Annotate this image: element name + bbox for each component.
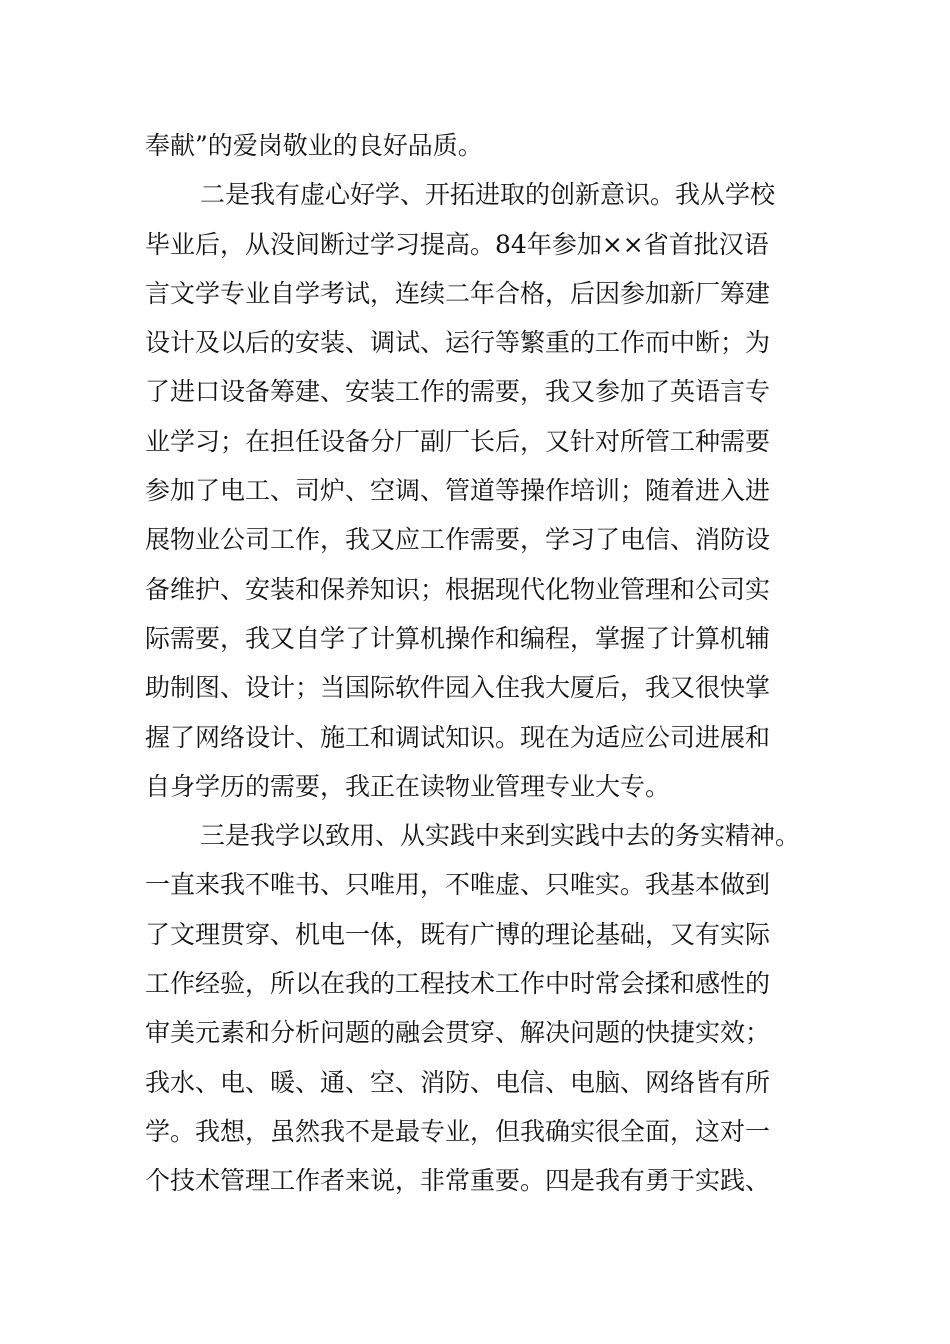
- text-line: 握了网络设计、施工和调试知识。现在为适应公司进展和: [145, 722, 771, 752]
- text-line: 毕业后，从没间断过学习提高。84年参加××省首批汉语: [145, 229, 769, 259]
- text-line: 工作经验，所以在我的工程技术工作中时常会揉和感性的: [145, 969, 771, 999]
- text-line: 展物业公司工作，我又应工作需要，学习了电信、消防设: [145, 525, 771, 555]
- text-line: 备维护、安装和保养知识；根据现代化物业管理和公司实: [145, 574, 771, 604]
- paragraph-first-line: 二是我有虚心好学、开拓进取的创新意识。我从学校: [200, 180, 776, 210]
- text-line: 我水、电、暖、通、空、消防、电信、电脑、网络皆有所: [145, 1067, 771, 1097]
- text-line: 个技术管理工作者来说，非常重要。四是我有勇于实践、: [145, 1166, 771, 1196]
- text-line: 参加了电工、司炉、空调、管道等操作培训；随着进入进: [145, 476, 771, 506]
- text-line: 设计及以后的安装、调试、运行等繁重的工作而中断；为: [145, 328, 771, 358]
- text-line: 奉献”的爱岗敬业的良好品质。: [145, 131, 483, 160]
- text-line: 业学习；在担任设备分厂副厂长后，又针对所管工种需要: [145, 426, 771, 456]
- text-line: 一直来我不唯书、只唯用，不唯虚、只唯实。我基本做到: [145, 870, 771, 900]
- text-line: 自身学历的需要，我正在读物业管理专业大专。: [145, 771, 671, 801]
- text-line: 了文理贯穿、机电一体，既有广博的理论基础，又有实际: [145, 919, 771, 949]
- body-text: [145, 121, 815, 1206]
- text-line: 际需要，我又自学了计算机操作和编程，掌握了计算机辅: [145, 623, 771, 653]
- text-line: 助制图、设计；当国际软件园入住我大厦后，我又很快掌: [145, 673, 771, 703]
- text-line: 言文学专业自学考试，连续二年合格，后因参加新厂筹建: [145, 278, 771, 308]
- paragraph-first-line: 三是我学以致用、从实践中来到实践中去的务实精神。: [200, 821, 801, 851]
- text-line: 学。我想，虽然我不是最专业，但我确实很全面，这对一: [145, 1116, 771, 1146]
- text-line: 审美元素和分析问题的融会贯穿、解决问题的快捷实效；: [145, 1018, 771, 1048]
- text-line: 了进口设备筹建、安装工作的需要，我又参加了英语言专: [145, 377, 771, 407]
